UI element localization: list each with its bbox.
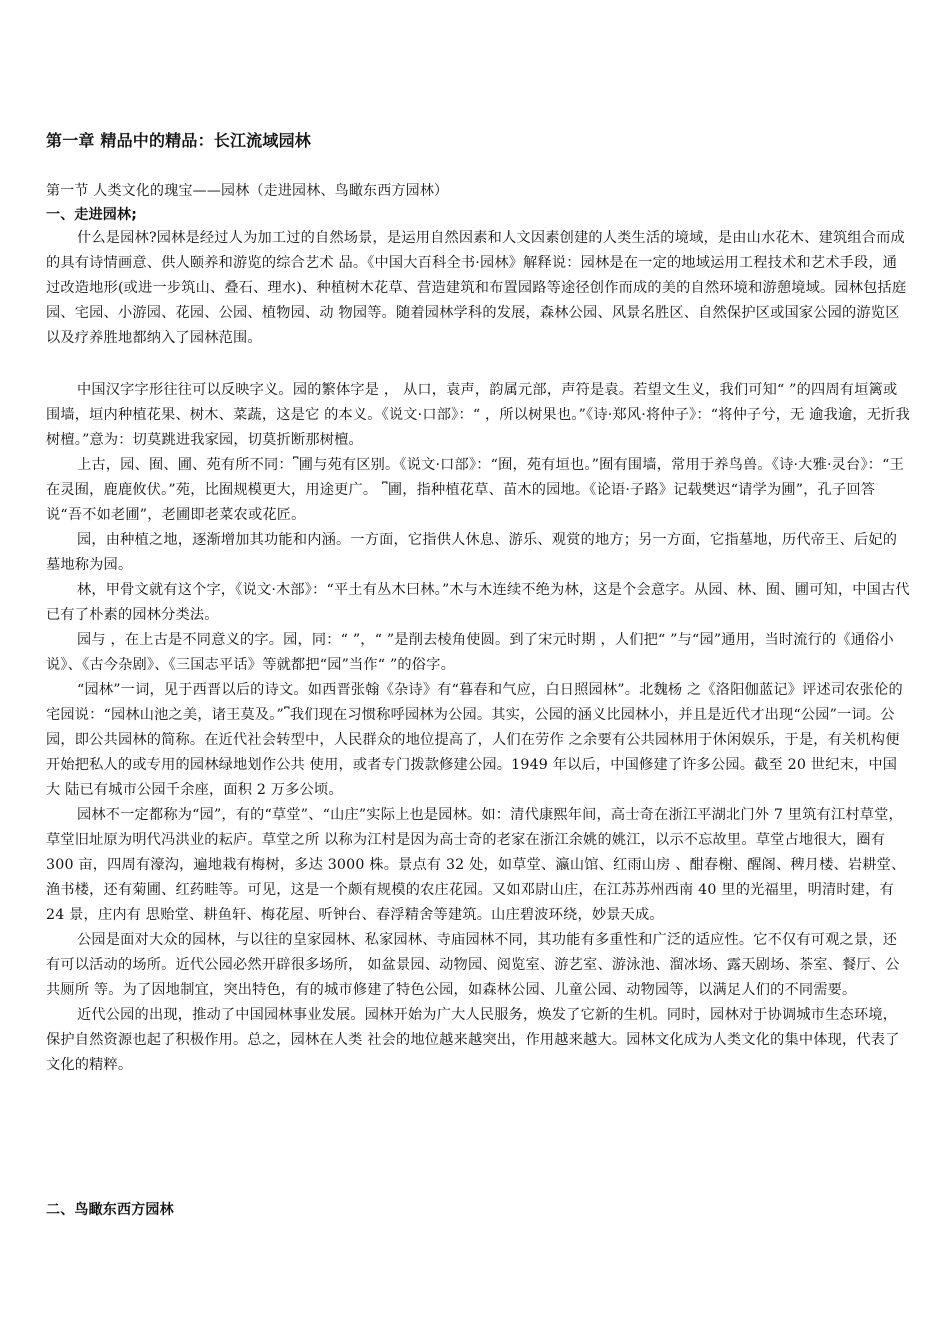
- paragraph: 上古，园、囿、圃、苑有所不同：⎴圃与苑有区别。《说文·口部》：“囿，苑有垣也。”囿有围墙，常用于养鸟兽。《诗·大雅·灵台》：“王在灵囿，鹿鹿攸伏。”苑，比囿规模更大，用途更广。 ⎴圃，指种植花草、苗木的园地。《论语·子路》记载樊迟“请学为圃”，孔子回答说“吾不如老圃”，老圃即老菜农或花匠。: [46, 457, 904, 523]
- chapter-title: 第一章 精品中的精品：长江流域园林: [46, 131, 311, 150]
- paragraph: 公园是面对大众的园林，与以往的皇家园林、私家园林、寺庙园林不同，其功能有多重性和广泛的适应性。它不仅有可观之景，还有可以活动的场所。近代公园必然开辟很多场所， 如盆景园、动物园、阅览室、游艺室、游泳池、溜冰场、露天剧场、茶室、餐厅、公共厕所 等。为了因地制宜，突出特色，有的城市修建了特色公园，如森林公园、儿童公园、动物园等，以满足人们的不同需要。: [46, 932, 900, 998]
- paragraph: 什么是园林?园林是经过人为加工过的自然场景，是运用自然因素和人文因素创建的人类生活的境域，是由山水花木、建筑组合而成的具有诗情画意、供人颐养和游览的综合艺术 品。《中国大百科全书·园林》解释说：园林是在一定的地域运用工程技术和艺术手段，通过改造地形(或进一步筑山、叠石、理水)、种植树木花草、营造建筑和布置园路等途径创作而成的美的自然环境和游憩境域。园林包括庭园、宅园、小游园、花园、公园、植物园、动 物园等。随着园林学科的发展，森林公园、风景名胜区、自然保护区或国家公园的游览区以及疗养胜地都纳入了园林范围。: [46, 230, 907, 346]
- paragraph: 林，甲骨文就有这个字，《说文·木部》：“平土有丛木曰林。”木与木连续不绝为林，这是个会意字。从园、林、囿、圃可知，中国古代已有了朴素的园林分类法。: [46, 582, 910, 623]
- body-text: [46, 226, 910, 1078]
- subheading-2: 二、鸟瞰东西方园林: [46, 1202, 174, 1218]
- paragraph: 园与 ，在上古是不同意义的字。园，同：“ ”，“ ”是削去棱角使圆。到了宋元时期 ，人们把“ ”与“园”通用，当时流行的《通俗小说》、《古今杂剧》、《三国志平话》等就都把“园”当作“ ”的俗字。: [46, 632, 894, 673]
- paragraph: 园，由种植之地，逐渐增加其功能和内涵。一方面，它指供人休息、游乐、观赏的地方；另一方面，它指墓地，历代帝王、后妃的墓地称为园。: [46, 532, 898, 573]
- paragraph: 近代公园的出现，推动了中国园林事业发展。园林开始为广大人民服务，焕发了它新的生机。同时，园林对于协调城市生态环境，保护自然资源也起了积极作用。总之，园林在人类 社会的地位越来越突出，作用越来越大。园林文化成为人类文化的集中体现，代表了文化的精粹。: [46, 1007, 900, 1073]
- paragraph-gap: [46, 351, 910, 378]
- section-title: 第一节 人类文化的瑰宝——园林（走进园林、鸟瞰东西方园林）: [46, 183, 449, 199]
- paragraph: 中国汉字字形往往可以反映字义。园的繁体字是 ， 从口，袁声，韵属元部，声符是袁。若望文生义，我们可知“ ”的四周有垣篱或围墙，垣内种植花果、树木、菜蔬，这是它 的本义。《说文·口部》：“ ，所以树果也。”《诗·郑风·将仲子》：“将仲子兮，无 逾我逾，无折我树檀。”意为：切莫跳进我家园，切莫折断那树檀。: [46, 382, 910, 448]
- paragraph: “园林”一词，见于西晋以后的诗文。如西晋张翰《杂诗》有“暮春和气应，白日照园林”。北魏杨 之《洛阳伽蓝记》评述司农张伦的宅园说：“园林山池之美，诸王莫及。”⎴我们现在习惯称呼园林为公园。其实，公园的涵义比园林小，并且是近代才出现“公园”一词。公园，即公共园林的简称。在近代社会转型中，人民群众的地位提高了，人们在劳作 之余要有公共园林用于休闲娱乐，于是，有关机构便开始把私人的或专用的园林绿地划作公共 使用，或者专门拨款修建公园。1949 年以后，中国修建了许多公园。截至 20 世纪末，中国大 陆已有城市公园千余座，面积 2 万多公顷。: [46, 682, 903, 798]
- paragraph: 园林不一定都称为“园”，有的“草堂”、“山庄”实际上也是园林。如：清代康熙年间，高士奇在浙江平湖北门外 7 里筑有江村草堂，草堂旧址原为明代冯洪业的耘庐。草堂之所 以称为江村是因为高士奇的老家在浙江余姚的姚江，以示不忘故里。草堂占地很大，圈有 300 亩，四周有濠沟，遍地栽有梅树，多达 3000 株。景点有 32 处，如草堂、瀛山馆、红雨山房 、酣春榭、醒阁、稗月楼、岩耕堂、渔书楼，还有菊圃、红药畦等。可见，这是一个颇有规模的农庄花园。又如邓尉山庄，在江苏苏州西南 40 里的光福里，明清时建，有 24 景，庄内有 思贻堂、耕鱼轩、梅花屋、听钟台、春浮精舍等建筑。山庄碧波环绕，妙景天成。: [46, 807, 906, 923]
- subheading-1: 一、走进园林;: [46, 207, 137, 223]
